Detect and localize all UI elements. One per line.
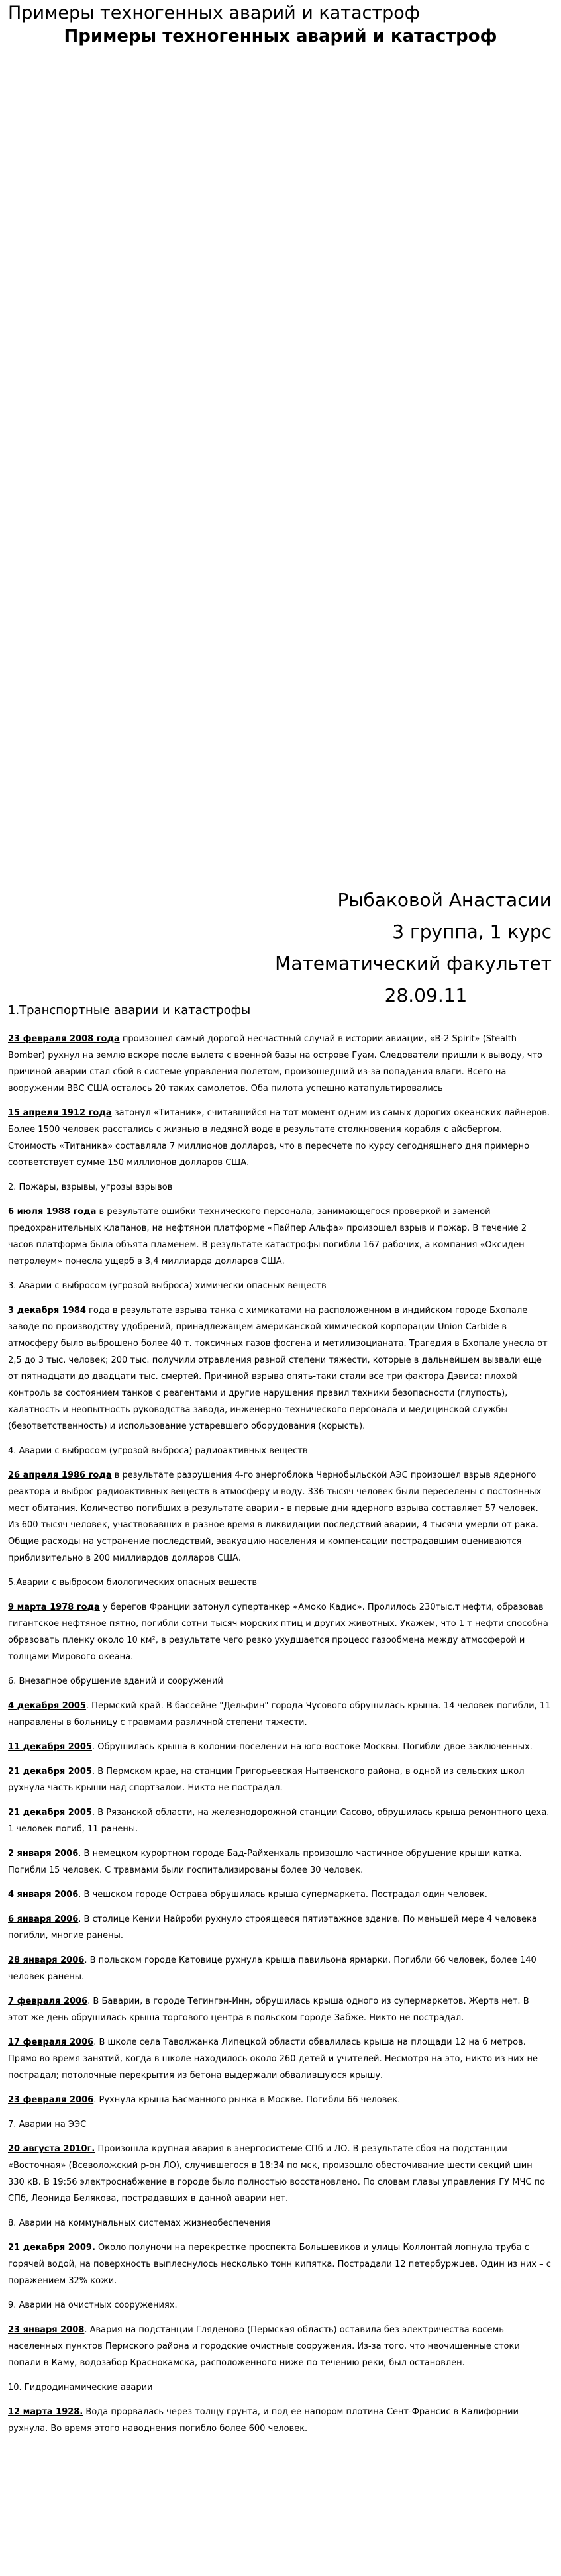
- incident-paragraph: [8, 1952, 551, 1985]
- incident-paragraph: [8, 1204, 551, 1270]
- incident-text: в результате ошибки технического персонала, занимающегося проверкой и заменой предохранительных клапанов, на нефтяной платформе «Пайпер Альфа» произошел взрыв и пожар. В течение 2 часов платформа была объята пламенем. В результате катастрофы погибли 167 рабочих, а компания «Оксиден петролеум» понесла ущерб в 3,4 миллиарда долларов США.: [8, 1207, 527, 1266]
- incident-paragraph: [8, 2034, 551, 2084]
- section-heading: 4. Аварии с выбросом (угрозой выброса) радиоактивных веществ: [8, 1446, 308, 1456]
- section-heading: 5.Аварии с выбросом биологических опасных веществ: [8, 1578, 258, 1588]
- incident-paragraph: [8, 1804, 551, 1837]
- incident-text: в результате разрушения 4-го энергоблока Чернобыльской АЭС произошел взрыв ядерного реактора и выброс радиоактивных веществ в атмосферу и воду. 336 тысяч человек были переселены с постоянных мест обитания. Количество погибших в результате аварии - в первые дни ядерного взрыва составляет 57 человек. Из 600 тысяч человек, участвовавших в разное время в ликвидации последствий аварии, 4 тысячи умерли от рака. Общие расходы на устранение последствий, эвакуацию населения и компенсации пострадавшим оцениваются приблизительно в 200 миллиардов долларов США.: [8, 1470, 542, 1563]
- incident-paragraph: [8, 1845, 551, 1879]
- incident-date: 6 июля 1988 года: [8, 1207, 97, 1217]
- incident-date: 2 января 2006: [8, 1849, 79, 1859]
- author-name: Рыбаковой Анастасии: [337, 889, 552, 911]
- incident-date: 17 февраля 2006: [8, 2037, 94, 2047]
- incident-date: 9 марта 1978 года: [8, 1602, 100, 1612]
- incident-text: . В Рязанской области, на железнодорожной станции Сасово, обрушилась крыша ремонтного цеха. 1 человек погиб, 11 ранены.: [8, 1808, 550, 1834]
- incident-text: . В Пермском крае, на станции Григорьевская Нытвенского района, в одной из сельских школ рухнула часть крыши над спортзалом. Никто не пострадал.: [8, 1767, 525, 1793]
- incident-date: 23 февраля 2008 года: [8, 1034, 120, 1044]
- incident-paragraph: [8, 1031, 551, 1097]
- incident-text: . В Баварии, в городе Тегингэн-Инн, обрушилась крыша одного из супермаркетов. Жертв нет. В этот же день обрушилась крыша торгового центра в польском городе Забже. Никто не пострадал.: [8, 1996, 529, 2023]
- section-heading: 2. Пожары, взрывы, угрозы взрывов: [8, 1182, 173, 1192]
- incident-date: 3 декабря 1984: [8, 1306, 86, 1315]
- incident-date: 21 декабря 2009.: [8, 2243, 95, 2253]
- incident-date: 4 января 2006: [8, 1890, 79, 1900]
- incident-text: . В столице Кении Найроби рухнуло строящееся пятиэтажное здание. По меньшей мере 4 человека погибли, многие ранены.: [8, 1914, 537, 1941]
- incident-date: 4 декабря 2005: [8, 1701, 86, 1711]
- incident-date: 20 августа 2010г.: [8, 2144, 95, 2154]
- incident-paragraph: [8, 1993, 551, 2026]
- author-block: [181, 884, 552, 1011]
- incident-paragraph: [8, 2404, 551, 2437]
- section-heading: 7. Аварии на ЭЭС: [8, 2120, 87, 2130]
- incident-paragraph: [8, 2240, 551, 2289]
- incident-text: Произошла крупная авария в энергосистеме СПб и ЛО. В результате сбоя на подстанции «Восточная» (Всеволожский р-он ЛО), случившегося в 18:34 по мск, произошло обесточивание шести секций шин 330 кВ. В 19:56 электроснабжение в городе было полностью восстановлено. По словам главы управления ГУ МЧС по СПб, Леонида Белякова, пострадавших в данной аварии нет.: [8, 2144, 546, 2204]
- incident-paragraph: [8, 1698, 551, 1731]
- incident-text: . В немецком курортном городе Бад-Райхенхаль произошло частичное обрушение крыши катка. Погибли 15 человек. С травмами были госпитализированы более 30 человек.: [8, 1849, 522, 1875]
- incident-text: . В чешском городе Острава обрушилась крыша супермаркета. Пострадал один человек.: [78, 1890, 487, 1900]
- incident-paragraph: [8, 2092, 551, 2108]
- incident-paragraph: [8, 1739, 551, 1755]
- document-title: Примеры техногенных аварий и катастроф: [8, 3, 420, 23]
- incident-date: 6 января 2006: [8, 1914, 79, 1924]
- section-heading: 9. Аварии на очистных сооружениях.: [8, 2300, 178, 2310]
- incident-paragraph: [8, 2141, 551, 2207]
- incident-text: затонул «Титаник», считавшийся на тот момент одним из самых дорогих океанских лайнеров. Более 1500 человек расстались с жизнью в ледяной воде в результате столкновения корабля с айсбергом. Стоимость «Титаника» составляла 7 миллионов долларов, что в пересчете по курсу сегодняшнего дня примерно соответствует сумме 150 миллионов долларов США.: [8, 1108, 550, 1168]
- incident-text: Вода прорвалась через толщу грунта, и под ее напором плотина Сент-Франсис в Калифорнии рухнула. Во время этого наводнения погибло более 600 человек.: [8, 2407, 519, 2434]
- document-heading: Примеры техногенных аварий и катастроф: [64, 26, 497, 46]
- incident-date: 12 марта 1928.: [8, 2407, 83, 2417]
- incident-date: 28 января 2006: [8, 1955, 85, 1965]
- incident-text: года в результате взрыва танка с химикатами на расположенном в индийском городе Бхопале заводе по производству удобрений, принадлежащем американской химической корпорации Union Carbide в атмосферу было выброшено более 40 т. токсичных газов фосгена и метилизоцианата. Трагедия в Бхопале унесла от 2,5 до 3 тыс. человек; 200 тыс. получили отравления разной степени тяжести, которые в дальнейшем вызвали еще от пятнадцати до двадцати тыс. смертей. Причиной взрыва опять-таки стали все три фактора Дэвиса: плохой контроль за состоянием танков с реагентами и другие нарушения правил техники безопасности (глупость), халатность и неопытность руководства завода, инженерно-технического персонала и медицинской службы (безответственность) и использование устаревшего оборудования (корысть).: [8, 1306, 548, 1431]
- incident-date: 21 декабря 2005: [8, 1808, 92, 1818]
- incident-text: . Пермский край. В бассейне "Дельфин" города Чусового обрушилась крыша. 14 человек погибли, 11 направлены в больницу с травмами различной степени тяжести.: [8, 1701, 551, 1727]
- incident-date: 7 февраля 2006: [8, 1996, 88, 2006]
- incident-text: . В польском городе Катовице рухнула крыша павильона ярмарки. Погибли 66 человек, более 140 человек ранены.: [8, 1955, 536, 1982]
- incident-paragraph: [8, 2322, 551, 2371]
- incident-text: . Рухнула крыша Басманного рынка в Москве. Погибли 66 человек.: [93, 2095, 401, 2105]
- section-heading: 8. Аварии на коммунальных системах жизнеобеспечения: [8, 2218, 271, 2228]
- author-faculty: Математический факультет: [275, 953, 552, 974]
- author-group: 3 группа, 1 курс: [392, 921, 552, 943]
- section-heading: 10. Гидродинамические аварии: [8, 2383, 153, 2393]
- incident-paragraph: [8, 1763, 551, 1796]
- document-body: [8, 1002, 551, 2445]
- incident-date: 15 апреля 1912 года: [8, 1108, 112, 1118]
- incident-text: . Обрушилась крыша в колонии-поселении на юго-востоке Москвы. Погибли двое заключенных.: [91, 1742, 533, 1752]
- incident-text: у берегов Франции затонул супертанкер «Амоко Кадис». Пролилось 230тыс.т нефти, образовав гигантское нефтяное пятно, погибли сотни тысяч морских птиц и других животных. Укажем, что 1 т нефти способна образовать пленку около 10 км², в результате чего резко ухудшается процесс газообмена между атмосферой и толщами Мирового океана.: [8, 1602, 548, 1662]
- incident-paragraph: [8, 1302, 551, 1435]
- incident-date: 23 января 2008: [8, 2325, 85, 2335]
- incident-date: 23 февраля 2006: [8, 2095, 94, 2105]
- section-heading: 3. Аварии с выбросом (угрозой выброса) химически опасных веществ: [8, 1281, 327, 1291]
- incident-text: Около полуночи на перекрестке проспекта Большевиков и улицы Коллонтай лопнула труба с горячей водой, на поверхность выплеснулось несколько тонн кипятка. Пострадали 12 петербуржцев. Один из них – с поражением 32% кожи.: [8, 2243, 551, 2286]
- incident-text: произошел самый дорогой несчастный случай в истории авиации, «В-2 Spirit» (Stealth Bomber) рухнул на землю вскоре после вылета с военной базы на острове Гуам. Следователи пришли к выводу, что причиной аварии стал сбой в системе управления полетом, произошедший из-за попадания влаги. Всего на вооружении ВВС США осталось 20 таких самолетов. Оба пилота успешно катапультировались: [8, 1034, 542, 1094]
- incident-date: 11 декабря 2005: [8, 1742, 92, 1752]
- incident-text: . Авария на подстанции Гляденово (Пермская область) оставила без электричества восемь населенных пунктов Пермского района и городские очистные сооружения. Из-за того, что неочищенные стоки попали в Каму, водозабор Краснокамска, расположенного ниже по течению реки, был остановлен.: [8, 2325, 520, 2368]
- incident-date: 26 апреля 1986 года: [8, 1470, 112, 1480]
- incident-paragraph: [8, 1467, 551, 1567]
- section-heading: 6. Внезапное обрушение зданий и сооружений: [8, 1676, 223, 1686]
- incident-paragraph: [8, 1105, 551, 1171]
- incident-paragraph: [8, 1886, 551, 1903]
- incident-paragraph: [8, 1911, 551, 1944]
- incident-date: 21 декабря 2005: [8, 1767, 92, 1777]
- author-date: 28.09.11: [384, 984, 468, 1006]
- section-heading: 1.Транспортные аварии и катастрофы: [8, 1004, 251, 1017]
- incident-text: . В школе села Таволжанка Липецкой области обвалилась крыша на площади 12 на 6 метров. Прямо во время занятий, когда в школе находилось около 260 детей и учителей. Несмотря на это, никто из них не пострадал; потолочные перекрытия из бетона выдержали обвалившуюся крышу.: [8, 2037, 538, 2081]
- incident-paragraph: [8, 1599, 551, 1665]
